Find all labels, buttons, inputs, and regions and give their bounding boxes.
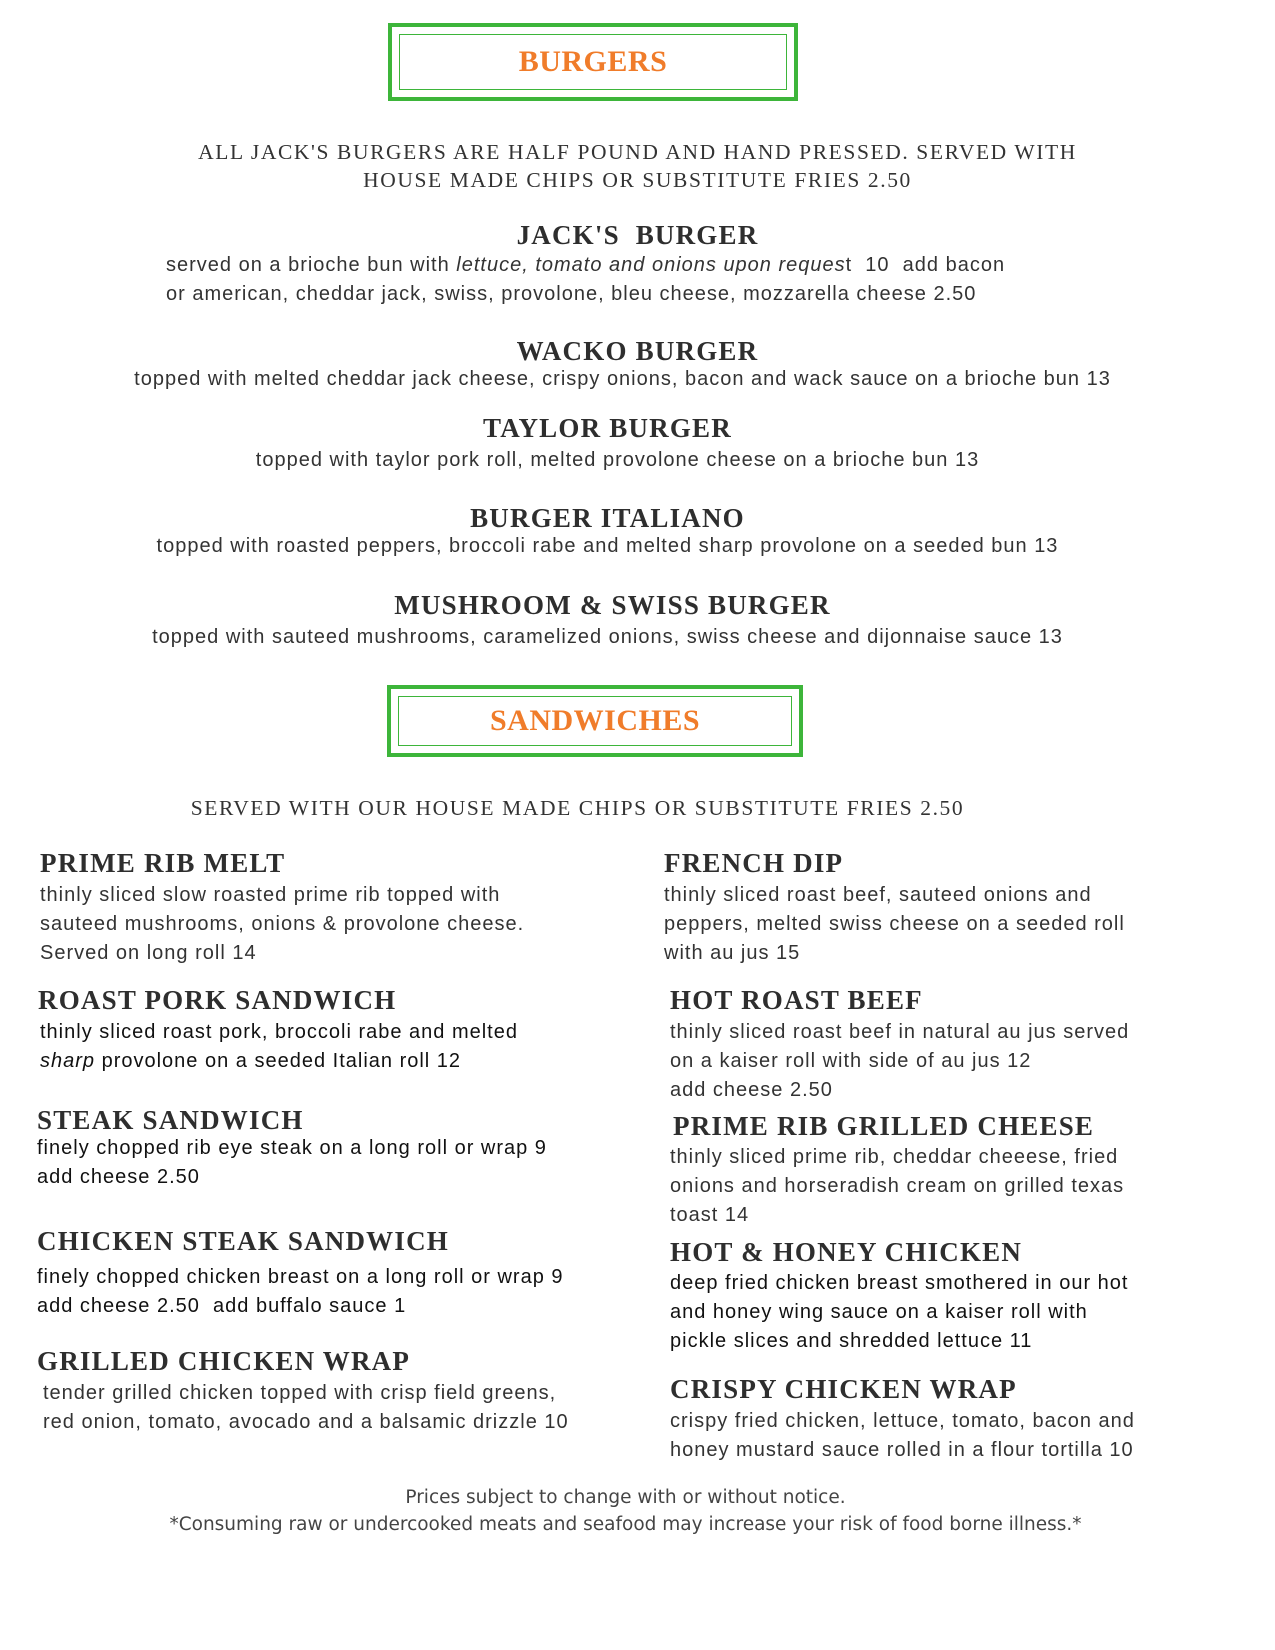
chicken-steak-sandwich-desc-line: add cheese 2.50 add buffalo sauce 1 — [37, 1295, 407, 1317]
sandwiches-header-box — [387, 685, 803, 757]
prime-rib-grilled-cheese-desc-line: thinly sliced prime rib, cheddar cheeese, fried — [670, 1146, 1119, 1168]
burgers-intro-line2: HOUSE MADE CHIPS OR SUBSTITUTE FRIES 2.50 — [363, 168, 912, 192]
burgers-intro — [0, 138, 1275, 194]
prime-rib-melt-desc-line: Served on long roll 14 — [40, 942, 257, 964]
french-dip-desc — [664, 881, 1125, 968]
steak-sandwich-desc-line: finely chopped rib eye steak on a long roll or wrap 9 — [37, 1137, 547, 1159]
steak-sandwich-desc-line: add cheese 2.50 — [37, 1166, 200, 1188]
roast-pork-sandwich-desc — [40, 1018, 518, 1076]
burgers-header-box — [388, 23, 798, 101]
footer-notice — [0, 1484, 1263, 1538]
crispy-chicken-wrap-name: CRISPY CHICKEN WRAP — [670, 1374, 1017, 1404]
prime-rib-melt-desc — [40, 881, 524, 968]
hot-roast-beef-name: HOT ROAST BEEF — [670, 985, 923, 1015]
hot-roast-beef-desc — [670, 1018, 1129, 1105]
prime-rib-grilled-cheese-name: PRIME RIB GRILLED CHEESE — [673, 1111, 1095, 1141]
mushroom-swiss-burger-desc: topped with sauteed mushrooms, caramelized onions, swiss cheese and dijonnaise sauce 13 — [152, 626, 1063, 648]
footer-consumption-warning: *Consuming raw or undercooked meats and seafood may increase your risk of food borne illness.* — [169, 1514, 1082, 1535]
wacko-burger-name: WACKO BURGER — [516, 336, 759, 366]
burgers-header-title: BURGERS — [518, 45, 668, 78]
hot-honey-chicken-desc — [670, 1269, 1128, 1356]
chicken-steak-sandwich-desc — [37, 1263, 564, 1321]
footer-prices-note: Prices subject to change with or without notice. — [405, 1487, 846, 1508]
prime-rib-grilled-cheese-desc-line: toast 14 — [670, 1204, 750, 1226]
jacks-burger-desc — [166, 251, 1166, 309]
jacks-burger-desc-line1 — [166, 251, 1166, 280]
roast-pork-desc-italic: sharp — [40, 1050, 96, 1072]
french-dip-desc-line: thinly sliced roast beef, sauteed onions and — [664, 884, 1092, 906]
hot-honey-chicken-name: HOT & HONEY CHICKEN — [670, 1237, 1023, 1267]
hot-roast-beef-desc-line: thinly sliced roast beef in natural au jus served — [670, 1021, 1130, 1043]
hot-honey-chicken-desc-line: deep fried chicken breast smothered in our hot — [670, 1272, 1129, 1294]
roast-pork-desc-line2 — [40, 1047, 518, 1076]
wacko-burger-desc: topped with melted cheddar jack cheese, crispy onions, bacon and wack sauce on a brioche bun 13 — [134, 368, 1111, 390]
prime-rib-melt-desc-line: thinly sliced slow roasted prime rib topped with — [40, 884, 501, 906]
steak-sandwich-desc — [37, 1134, 547, 1192]
hot-honey-chicken-desc-line: and honey wing sauce on a kaiser roll with — [670, 1301, 1088, 1323]
mushroom-swiss-burger-name: MUSHROOM & SWISS BURGER — [394, 590, 831, 620]
jacks-burger-name: JACK'S BURGER — [516, 220, 759, 250]
taylor-burger-desc: topped with taylor pork roll, melted provolone cheese on a brioche bun 13 — [255, 449, 980, 471]
steak-sandwich-name: STEAK SANDWICH — [37, 1105, 304, 1135]
jacks-burger-desc-line2: or american, cheddar jack, swiss, provolone, bleu cheese, mozzarella cheese 2.50 — [166, 283, 977, 305]
jacks-burger-desc-b: t 10 add bacon — [845, 254, 1006, 276]
crispy-chicken-wrap-desc-line: crispy fried chicken, lettuce, tomato, bacon and — [670, 1410, 1135, 1432]
jacks-burger-desc-a: served on a brioche bun with — [166, 254, 457, 276]
crispy-chicken-wrap-desc-line: honey mustard sauce rolled in a flour tortilla 10 — [670, 1439, 1134, 1461]
sandwiches-header-title: SANDWICHES — [489, 704, 701, 737]
grilled-chicken-wrap-desc — [43, 1379, 569, 1437]
french-dip-name: FRENCH DIP — [664, 848, 844, 878]
prime-rib-grilled-cheese-desc — [670, 1143, 1124, 1230]
prime-rib-grilled-cheese-desc-line: onions and horseradish cream on grilled texas — [670, 1175, 1125, 1197]
hot-roast-beef-desc-line: on a kaiser roll with side of au jus 12 — [670, 1050, 1032, 1072]
roast-pork-desc-line1: thinly sliced roast pork, broccoli rabe and melted — [40, 1021, 518, 1043]
grilled-chicken-wrap-desc-line: tender grilled chicken topped with crisp field greens, — [43, 1382, 557, 1404]
jacks-burger-desc-italic: lettuce, tomato and onions upon reques — [456, 254, 846, 276]
burgers-intro-line1: ALL JACK'S BURGERS ARE HALF POUND AND HAND PRESSED. SERVED WITH — [198, 140, 1077, 164]
grilled-chicken-wrap-desc-line: red onion, tomato, avocado and a balsamic drizzle 10 — [43, 1411, 569, 1433]
sandwiches-intro: SERVED WITH OUR HOUSE MADE CHIPS OR SUBSTITUTE FRIES 2.50 — [190, 796, 965, 820]
hot-honey-chicken-desc-line: pickle slices and shredded lettuce 11 — [670, 1330, 1033, 1352]
burger-italiano-desc: topped with roasted peppers, broccoli rabe and melted sharp provolone on a seeded bun 13 — [156, 535, 1059, 557]
prime-rib-melt-name: PRIME RIB MELT — [40, 848, 286, 878]
french-dip-desc-line: peppers, melted swiss cheese on a seeded roll — [664, 913, 1125, 935]
burger-italiano-name: BURGER ITALIANO — [470, 503, 745, 533]
chicken-steak-sandwich-name: CHICKEN STEAK SANDWICH — [37, 1226, 449, 1256]
grilled-chicken-wrap-name: GRILLED CHICKEN WRAP — [37, 1346, 411, 1376]
roast-pork-sandwich-name: ROAST PORK SANDWICH — [38, 985, 397, 1015]
chicken-steak-sandwich-desc-line: finely chopped chicken breast on a long roll or wrap 9 — [37, 1266, 564, 1288]
roast-pork-desc-line2-rest: provolone on a seeded Italian roll 12 — [95, 1050, 462, 1072]
prime-rib-melt-desc-line: sauteed mushrooms, onions & provolone cheese. — [40, 913, 525, 935]
taylor-burger-name: TAYLOR BURGER — [483, 413, 732, 443]
crispy-chicken-wrap-desc — [670, 1407, 1135, 1465]
hot-roast-beef-desc-line: add cheese 2.50 — [670, 1079, 833, 1101]
french-dip-desc-line: with au jus 15 — [664, 942, 801, 964]
